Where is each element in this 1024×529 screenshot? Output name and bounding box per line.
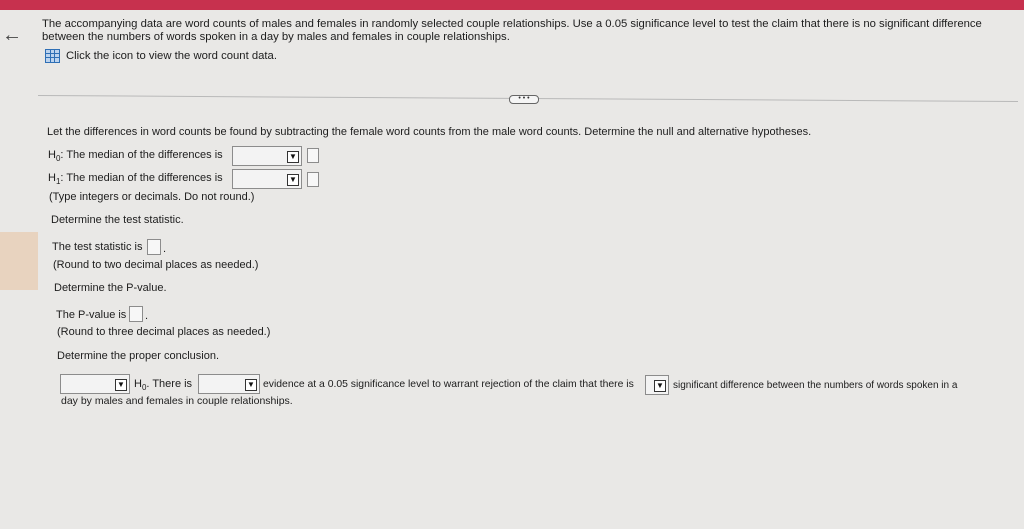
h1-relation-dropdown[interactable] (232, 169, 302, 189)
test-statistic-input[interactable] (147, 239, 161, 255)
p-value-label: The P-value is (56, 309, 127, 321)
h0-label: $H_0$: The median of the differences is (48, 149, 223, 164)
period: . (163, 243, 167, 255)
p-value-note: (Round to three decimal places as needed.) (57, 326, 271, 338)
view-data-link-label: Click the icon to view the word count data. (66, 50, 277, 62)
conclusion-significance-dropdown[interactable] (645, 375, 669, 395)
conclusion-evidence-dropdown[interactable] (198, 374, 260, 394)
arrow-left-icon[interactable]: ← (2, 24, 22, 46)
conclusion-line2: day by males and females in couple relationships. (61, 395, 293, 407)
expand-button[interactable]: • • • (509, 95, 539, 104)
chevron-down-icon: ▼ (287, 174, 299, 186)
p-value-input[interactable] (129, 306, 143, 322)
conclusion-decision-dropdown[interactable] (60, 374, 130, 394)
h1-value-input[interactable] (307, 172, 319, 187)
h0-relation-dropdown[interactable] (232, 146, 302, 166)
conclusion-middle-text: evidence at a 0.05 significance level to warrant rejection of the claim that there is (263, 379, 634, 390)
h0-value-input[interactable] (307, 148, 319, 163)
conclusion-end-text: significant difference between the numbers of words spoken in a (673, 380, 958, 391)
chevron-down-icon: ▼ (287, 151, 299, 163)
top-accent-bar (0, 0, 1024, 10)
conclusion-h0-text: $H_0$. There is (134, 378, 193, 393)
conclusion-heading: Determine the proper conclusion. (57, 350, 220, 362)
hypotheses-note: (Type integers or decimals. Do not round.) (49, 191, 255, 203)
chevron-down-icon: ▼ (245, 379, 257, 391)
p-value-heading: Determine the P-value. (54, 282, 167, 294)
view-data-link[interactable] (45, 49, 277, 63)
test-statistic-heading: Determine the test statistic. (51, 214, 184, 226)
table-icon[interactable] (45, 49, 60, 63)
h1-label: $H_1$: The median of the differences is (48, 172, 223, 187)
left-highlight-strip (0, 232, 38, 290)
chevron-down-icon: ▼ (654, 380, 666, 392)
question-text: The accompanying data are word counts of males and females in randomly selected couple relationships. Use a 0.05 significance level to test the claim that there is no significant difference between the numbers of words spoken in a day by males and females in couple relationships. (42, 18, 982, 43)
test-statistic-label: The test statistic is (52, 241, 143, 253)
chevron-down-icon: ▼ (115, 379, 127, 391)
test-statistic-note: (Round to two decimal places as needed.) (53, 259, 259, 271)
period: . (145, 310, 149, 322)
hypotheses-instructions: Let the differences in word counts be found by subtracting the female word counts from the male word counts. Determine the null and alternative hypotheses. (47, 126, 812, 138)
